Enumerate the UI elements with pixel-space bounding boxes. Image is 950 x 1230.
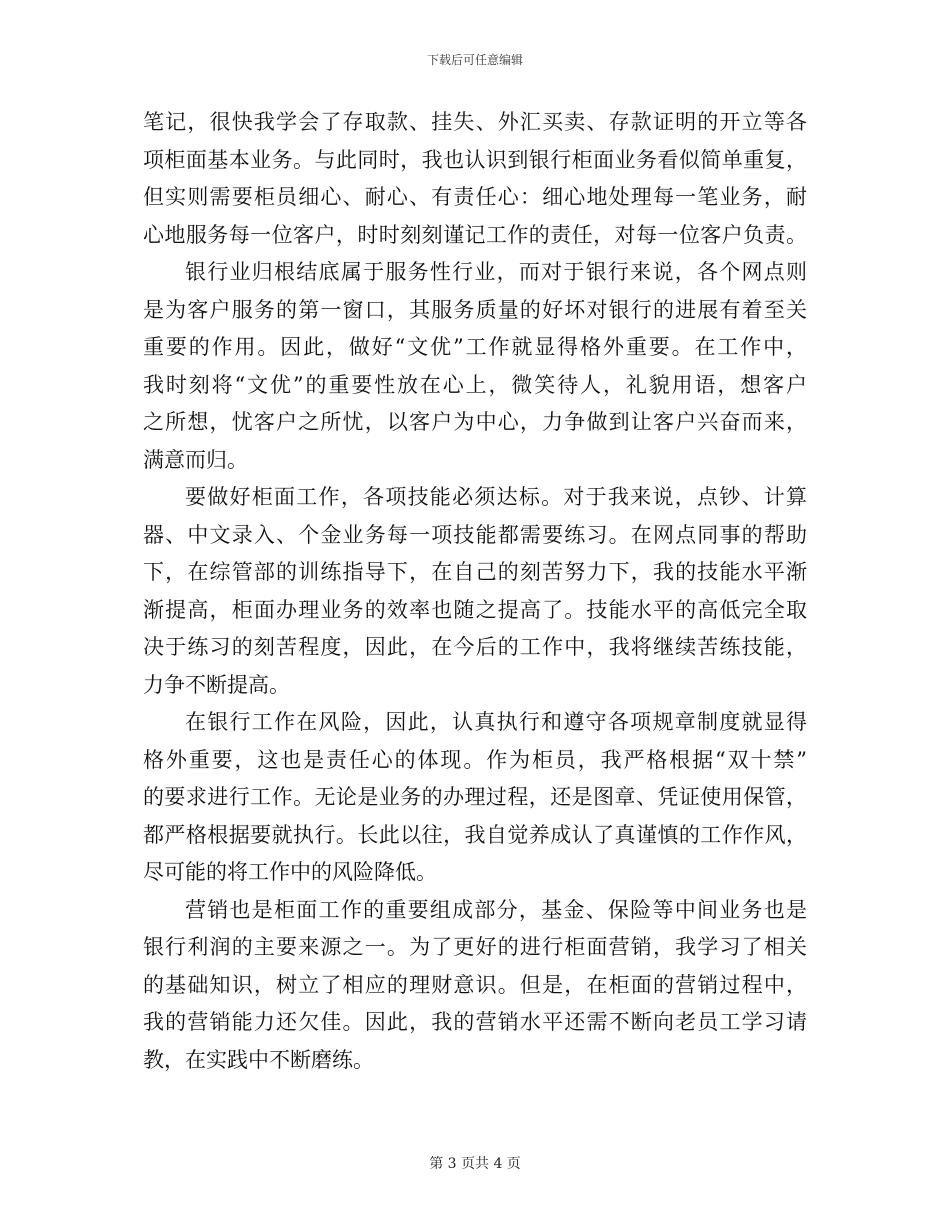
paragraph-line: 的基础知识，树立了相应的理财意识。但是，在柜面的营销过程中，	[143, 972, 807, 997]
paragraph-line: 在银行工作在风险，因此，认真执行和遵守各项规章制度就显得	[185, 710, 807, 734]
paragraph-line: 决于练习的刻苦程度，因此，在今后的工作中，我将继续苦练技能，	[143, 635, 807, 659]
paragraph-line: 下，在综管部的训练指导下，在自己的刻苦努力下，我的技能水平渐	[143, 560, 807, 584]
paragraph-line: 之所想，忧客户之所忧，以客户为中心，力争做到让客户兴奋而来，	[143, 410, 807, 434]
document-body	[143, 104, 807, 1079]
paragraph-line: 银行业归根结底属于服务性行业，而对于银行来说，各个网点则	[185, 260, 807, 284]
paragraph-line: 尽可能的将工作中的风险降低。	[143, 860, 437, 884]
paragraph-line: 的要求进行工作。无论是业务的办理过程，还是图章、凭证使用保管，	[143, 785, 807, 809]
paragraph-line: 营销也是柜面工作的重要组成部分，基金、保险等中间业务也是	[185, 897, 807, 922]
paragraph-line: 项柜面基本业务。与此同时，我也认识到银行柜面业务看似简单重复，	[143, 147, 807, 172]
paragraph-line: 要做好柜面工作，各项技能必须达标。对于我来说，点钞、计算	[185, 485, 807, 509]
paragraph-line: 重要的作用。因此，做好“文优”工作就显得格外重要。在工作中，	[143, 335, 807, 359]
paragraph-line: 格外重要，这也是责任心的体现。作为柜员，我严格根据“双十禁”	[143, 747, 807, 772]
paragraph-line: 器、中文录入、个金业务每一项技能都需要练习。在网点同事的帮助	[143, 522, 807, 547]
page-header: 下载后可任意编辑	[426, 53, 523, 67]
paragraph-line: 都严格根据要就执行。长此以往，我自觉养成认了真谨慎的工作作风，	[143, 822, 807, 847]
paragraph-line: 银行利润的主要来源之一。为了更好的进行柜面营销，我学习了相关	[143, 935, 807, 959]
page-number-footer: 第 3 页共 4 页	[429, 1156, 521, 1172]
paragraph-line: 我的营销能力还欠佳。因此，我的营销水平还需不断向老员工学习请	[143, 1010, 807, 1034]
paragraph-line: 心地服务每一位客户，时时刻刻谨记工作的责任，对每一位客户负责。	[143, 222, 807, 247]
paragraph-line: 笔记，很快我学会了存取款、挂失、外汇买卖、存款证明的开立等各	[143, 110, 807, 134]
paragraph-line: 我时刻将“文优”的重要性放在心上，微笑待人，礼貌用语，想客户	[143, 372, 807, 397]
paragraph-line: 教，在实践中不断磨练。	[143, 1047, 374, 1072]
paragraph-line: 渐提高，柜面办理业务的效率也随之提高了。技能水平的高低完全取	[143, 597, 807, 622]
paragraph-line: 但实则需要柜员细心、耐心、有责任心：细心地处理每一笔业务，耐	[143, 185, 807, 209]
paragraph-line: 是为客户服务的第一窗口，其服务质量的好坏对银行的进展有着至关	[143, 297, 807, 322]
paragraph-line: 力争不断提高。	[143, 672, 290, 697]
paragraph-line: 满意而归。	[143, 447, 248, 472]
